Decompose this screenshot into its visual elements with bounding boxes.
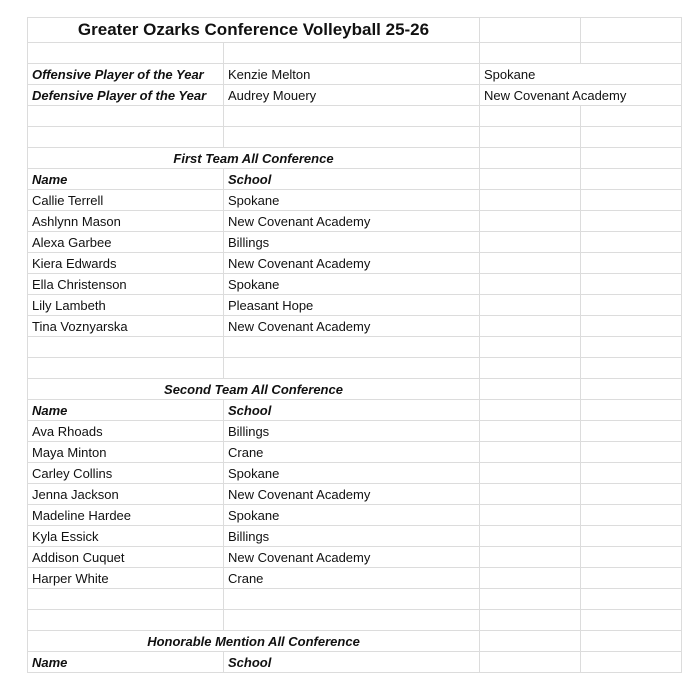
cell[interactable] (581, 169, 682, 190)
sheet-row (28, 631, 682, 652)
player-school[interactable]: New Covenant Academy (224, 547, 480, 568)
sheet-row (28, 484, 682, 505)
player-name[interactable]: Harper White (28, 568, 224, 589)
player-name[interactable]: Kiera Edwards (28, 253, 224, 274)
cell[interactable] (480, 484, 581, 505)
cell[interactable] (224, 589, 480, 610)
player-school[interactable]: Crane (224, 568, 480, 589)
cell[interactable] (581, 274, 682, 295)
cell[interactable] (581, 148, 682, 169)
player-name[interactable]: Lily Lambeth (28, 295, 224, 316)
cell[interactable] (581, 18, 682, 43)
cell[interactable] (581, 337, 682, 358)
sheet-row (28, 337, 682, 358)
cell[interactable] (480, 358, 581, 379)
cell[interactable] (480, 316, 581, 337)
cell[interactable] (581, 505, 682, 526)
sheet-row (28, 190, 682, 211)
cell[interactable] (480, 421, 581, 442)
cell[interactable] (581, 211, 682, 232)
cell[interactable] (480, 43, 581, 64)
column-header-name[interactable]: Name (28, 400, 224, 421)
player-school[interactable]: Crane (224, 442, 480, 463)
player-school[interactable]: Billings (224, 232, 480, 253)
sheet-row (28, 400, 682, 421)
cell[interactable] (480, 211, 581, 232)
column-header-name[interactable]: Name (28, 652, 224, 673)
cell[interactable] (581, 190, 682, 211)
player-school[interactable]: Billings (224, 421, 480, 442)
sheet-row (28, 568, 682, 589)
cell[interactable] (480, 400, 581, 421)
cell[interactable] (581, 526, 682, 547)
cell[interactable] (581, 379, 682, 400)
sheet-row (28, 232, 682, 253)
player-school[interactable]: Pleasant Hope (224, 295, 480, 316)
sheet-row (28, 316, 682, 337)
cell[interactable] (224, 43, 480, 64)
player-name[interactable]: Tina Voznyarska (28, 316, 224, 337)
cell[interactable] (224, 127, 480, 148)
cell[interactable] (28, 610, 224, 631)
sheet-row (28, 379, 682, 400)
player-name[interactable]: Maya Minton (28, 442, 224, 463)
sheet-row (28, 652, 682, 673)
cell[interactable] (480, 505, 581, 526)
player-school[interactable]: New Covenant Academy (224, 316, 480, 337)
section-title[interactable]: Second Team All Conference (28, 379, 480, 400)
sheet-row (28, 127, 682, 148)
cell[interactable] (480, 379, 581, 400)
player-school[interactable]: Spokane (224, 505, 480, 526)
cell[interactable] (581, 421, 682, 442)
sheet-row (28, 442, 682, 463)
cell[interactable] (480, 274, 581, 295)
sheet-row (28, 505, 682, 526)
sheet-row (28, 358, 682, 379)
sheet-row (28, 610, 682, 631)
player-name[interactable]: Callie Terrell (28, 190, 224, 211)
cell[interactable] (581, 610, 682, 631)
cell[interactable] (480, 568, 581, 589)
cell[interactable] (480, 190, 581, 211)
cell[interactable] (581, 232, 682, 253)
player-school[interactable]: Spokane (224, 190, 480, 211)
award-label[interactable]: Offensive Player of the Year (28, 64, 224, 85)
cell[interactable] (480, 526, 581, 547)
sheet-row (28, 106, 682, 127)
cell[interactable] (224, 106, 480, 127)
cell[interactable] (28, 589, 224, 610)
cell[interactable] (224, 337, 480, 358)
player-name[interactable]: Kyla Essick (28, 526, 224, 547)
column-header-name[interactable]: Name (28, 169, 224, 190)
cell[interactable] (480, 253, 581, 274)
player-name[interactable]: Ashlynn Mason (28, 211, 224, 232)
player-name[interactable]: Alexa Garbee (28, 232, 224, 253)
cell[interactable] (480, 337, 581, 358)
spreadsheet-grid (27, 17, 682, 673)
player-name[interactable]: Jenna Jackson (28, 484, 224, 505)
player-school[interactable]: Spokane (224, 274, 480, 295)
player-school[interactable]: New Covenant Academy (224, 211, 480, 232)
cell[interactable] (581, 106, 682, 127)
sheet-row (28, 589, 682, 610)
player-name[interactable]: Madeline Hardee (28, 505, 224, 526)
award-player[interactable]: Kenzie Melton (224, 64, 480, 85)
award-school[interactable]: Spokane (480, 64, 682, 85)
cell[interactable] (480, 610, 581, 631)
cell[interactable] (581, 400, 682, 421)
player-name[interactable]: Ella Christenson (28, 274, 224, 295)
cell[interactable] (581, 43, 682, 64)
cell[interactable] (480, 547, 581, 568)
player-name[interactable]: Ava Rhoads (28, 421, 224, 442)
sheet-row (28, 421, 682, 442)
cell[interactable] (480, 232, 581, 253)
cell[interactable] (581, 631, 682, 652)
award-label[interactable]: Defensive Player of the Year (28, 85, 224, 106)
cell[interactable] (224, 610, 480, 631)
cell[interactable] (28, 106, 224, 127)
sheet-row (28, 547, 682, 568)
sheet-row (28, 148, 682, 169)
cell[interactable] (480, 148, 581, 169)
cell[interactable] (581, 589, 682, 610)
sheet-row (28, 295, 682, 316)
cell[interactable] (581, 316, 682, 337)
cell[interactable] (480, 127, 581, 148)
cell[interactable] (581, 463, 682, 484)
column-header-school[interactable]: School (224, 652, 480, 673)
sheet-row (28, 64, 682, 85)
award-school[interactable]: New Covenant Academy (480, 85, 682, 106)
player-school[interactable]: Billings (224, 526, 480, 547)
column-header-school[interactable]: School (224, 169, 480, 190)
cell[interactable] (480, 295, 581, 316)
cell[interactable] (480, 652, 581, 673)
cell[interactable] (480, 169, 581, 190)
cell[interactable] (581, 253, 682, 274)
sheet-row (28, 43, 682, 64)
cell[interactable] (28, 337, 224, 358)
award-player[interactable]: Audrey Mouery (224, 85, 480, 106)
cell[interactable] (480, 589, 581, 610)
cell[interactable] (581, 442, 682, 463)
cell[interactable] (224, 358, 480, 379)
cell[interactable] (581, 127, 682, 148)
cell[interactable] (480, 463, 581, 484)
cell[interactable] (480, 631, 581, 652)
player-name[interactable]: Addison Cuquet (28, 547, 224, 568)
section-title[interactable]: First Team All Conference (28, 148, 480, 169)
sheet-row (28, 169, 682, 190)
cell[interactable] (480, 442, 581, 463)
cell[interactable] (581, 568, 682, 589)
cell[interactable] (28, 43, 224, 64)
player-school[interactable]: New Covenant Academy (224, 253, 480, 274)
cell[interactable] (28, 127, 224, 148)
sheet-row (28, 463, 682, 484)
column-header-school[interactable]: School (224, 400, 480, 421)
player-school[interactable]: New Covenant Academy (224, 484, 480, 505)
sheet-title[interactable]: Greater Ozarks Conference Volleyball 25-26 (28, 18, 480, 43)
player-name[interactable]: Carley Collins (28, 463, 224, 484)
sheet-row (28, 526, 682, 547)
sheet-row (28, 253, 682, 274)
cell[interactable] (581, 484, 682, 505)
cell[interactable] (581, 358, 682, 379)
sheet-row (28, 274, 682, 295)
cell[interactable] (28, 358, 224, 379)
sheet-row (28, 85, 682, 106)
cell[interactable] (581, 295, 682, 316)
cell[interactable] (480, 18, 581, 43)
cell[interactable] (480, 106, 581, 127)
sheet-row (28, 211, 682, 232)
cell[interactable] (581, 547, 682, 568)
cell[interactable] (581, 652, 682, 673)
player-school[interactable]: Spokane (224, 463, 480, 484)
section-title[interactable]: Honorable Mention All Conference (28, 631, 480, 652)
